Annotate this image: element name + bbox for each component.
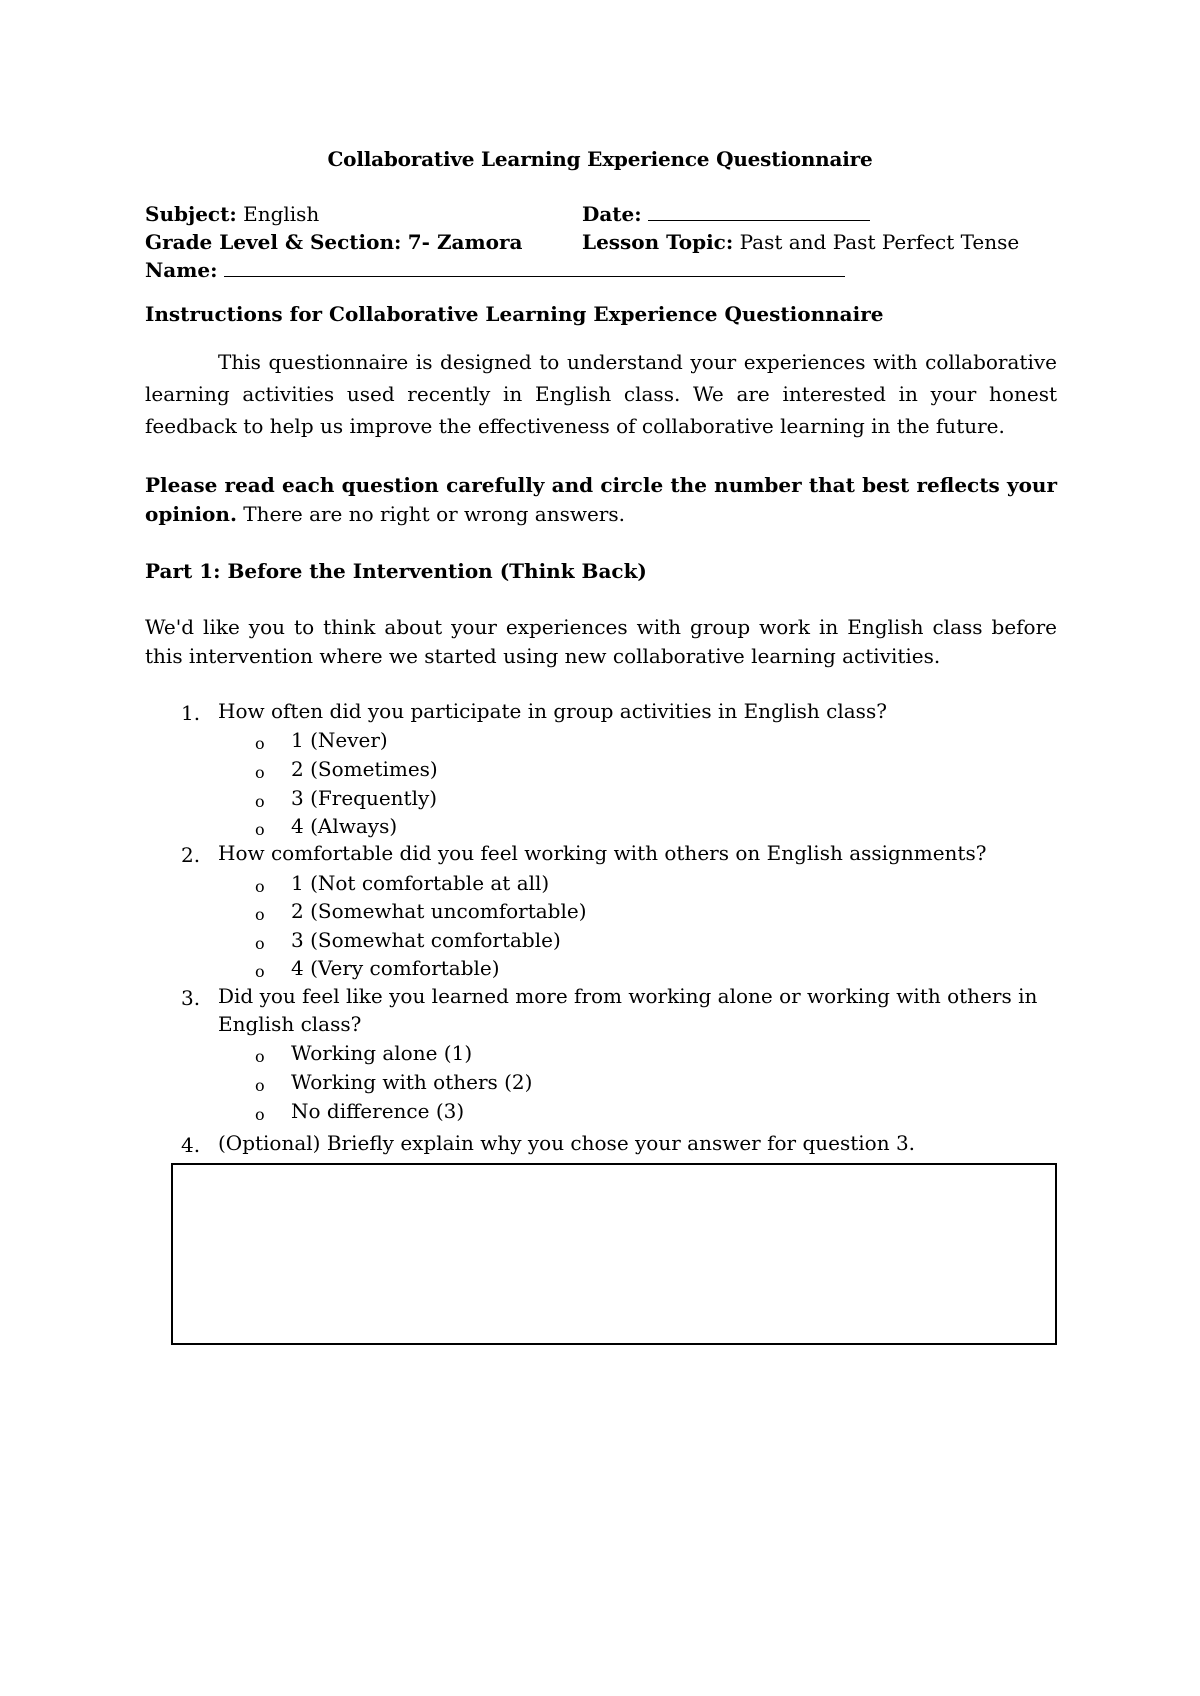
directions-plain: There are no right or wrong answers. [236, 502, 625, 526]
option[interactable]: 3 (Somewhat comfortable) [291, 928, 561, 952]
directions-bold: Please read each question carefully and circle the number that best reflects your opinion. [145, 473, 1057, 526]
bullet-icon: o [255, 877, 265, 896]
question-3-text-line1: Did you feel like you learned more from working alone or working with others in [218, 984, 1038, 1008]
grade-field [145, 229, 523, 256]
question-1-text: How often did you participate in group activities in English class? [218, 699, 887, 723]
grade-value: 7- Zamora [407, 230, 523, 254]
date-field [582, 201, 870, 228]
option[interactable]: 1 (Never) [291, 728, 388, 752]
bullet-icon: o [255, 763, 265, 782]
topic-value: Past and Past Perfect Tense [739, 230, 1020, 254]
name-field [145, 257, 845, 284]
bullet-icon: o [255, 962, 265, 981]
date-label: Date: [582, 202, 642, 226]
part1-heading: Part 1: Before the Intervention (Think Back) [145, 559, 647, 583]
question-number: 1. [181, 701, 201, 725]
topic-label: Lesson Topic: [582, 230, 734, 254]
question-number: 4. [181, 1133, 201, 1157]
name-blank[interactable] [224, 258, 845, 277]
bullet-icon: o [255, 820, 265, 839]
instructions-heading: Instructions for Collaborative Learning Experience Questionnaire [145, 302, 884, 326]
option[interactable]: 4 (Always) [291, 814, 398, 838]
question-number: 2. [181, 843, 201, 867]
option[interactable]: 3 (Frequently) [291, 786, 438, 810]
topic-field [582, 229, 1019, 256]
option[interactable]: No difference (3) [291, 1099, 465, 1123]
question-2-text: How comfortable did you feel working with others on English assignments? [218, 841, 987, 865]
answer-box[interactable] [171, 1163, 1057, 1345]
grade-label: Grade Level & Section: [145, 230, 402, 254]
instructions-paragraph [145, 346, 1057, 442]
bullet-icon: o [255, 905, 265, 924]
bullet-icon: o [255, 1105, 265, 1124]
option[interactable]: Working with others (2) [291, 1070, 533, 1094]
bullet-icon: o [255, 792, 265, 811]
option[interactable]: 1 (Not comfortable at all) [291, 871, 550, 895]
date-blank[interactable] [648, 202, 870, 221]
bullet-icon: o [255, 1047, 265, 1066]
instructions-paragraph-text: This questionnaire is designed to understand your experiences with collaborative learning activities used recently in English class. We are interested in your honest feedback to help us improve the effectiveness of collaborative learning in the future. [145, 350, 1057, 438]
question-number: 3. [181, 986, 201, 1010]
subject-field [145, 201, 319, 228]
option[interactable]: 4 (Very comfortable) [291, 956, 500, 980]
option[interactable]: 2 (Sometimes) [291, 757, 438, 781]
bullet-icon: o [255, 734, 265, 753]
name-label: Name: [145, 258, 218, 282]
option[interactable]: Working alone (1) [291, 1041, 473, 1065]
bullet-icon: o [255, 1076, 265, 1095]
subject-value: English [243, 202, 320, 226]
document-title: Collaborative Learning Experience Questionnaire [327, 147, 873, 171]
option[interactable]: 2 (Somewhat uncomfortable) [291, 899, 587, 923]
question-4-text: (Optional) Briefly explain why you chose your answer for question 3. [218, 1131, 916, 1155]
bullet-icon: o [255, 934, 265, 953]
subject-label: Subject: [145, 202, 237, 226]
instructions-directions [145, 471, 1057, 529]
question-3-text-line2: English class? [218, 1012, 362, 1036]
part1-intro: We'd like you to think about your experiences with group work in English class before this intervention where we started using new collaborative learning activities. [145, 615, 1057, 668]
